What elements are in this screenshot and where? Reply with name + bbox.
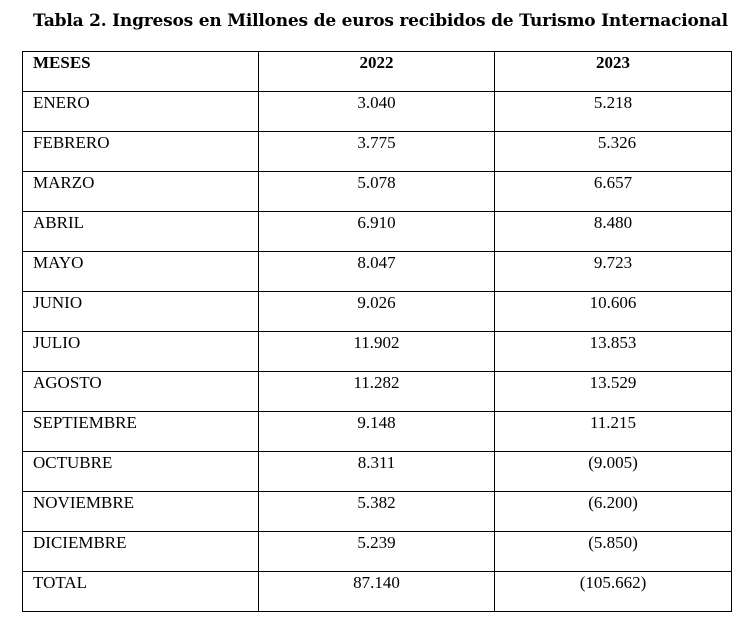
- value-2022-cell: [259, 452, 495, 492]
- header-2022: 2022: [259, 52, 495, 92]
- table-row: [23, 292, 732, 332]
- value-2023-cell: [495, 372, 732, 412]
- value-2022-cell: [259, 172, 495, 212]
- table-row: [23, 252, 732, 292]
- value-2022: 5.382: [357, 493, 396, 512]
- value-2023-cell: [495, 492, 732, 532]
- table-row: [23, 212, 732, 252]
- value-2023: (6.200): [588, 493, 638, 512]
- value-2022: 9.026: [357, 293, 396, 312]
- value-2023-cell: [495, 332, 732, 372]
- value-2022-cell: [259, 372, 495, 412]
- table-row: [23, 412, 732, 452]
- table-row: [23, 452, 732, 492]
- month-cell: ENERO: [23, 92, 259, 132]
- value-2022: 8.047: [357, 253, 396, 272]
- header-row: [23, 52, 732, 92]
- value-2022-cell: [259, 572, 495, 612]
- value-2022: 8.311: [357, 453, 396, 472]
- value-2023-cell: [495, 252, 732, 292]
- value-2022: 11.902: [353, 333, 400, 352]
- month-cell: ABRIL: [23, 212, 259, 252]
- value-2022: 6.910: [357, 213, 396, 232]
- value-2023-cell: [495, 132, 732, 172]
- value-2022-cell: [259, 412, 495, 452]
- value-2022: 5.239: [357, 533, 396, 552]
- header-meses: MESES: [23, 52, 259, 92]
- value-2022-cell: [259, 212, 495, 252]
- value-2023: 8.480: [593, 213, 633, 232]
- value-2023-cell: [495, 92, 732, 132]
- month-cell: JULIO: [23, 332, 259, 372]
- table-row: [23, 92, 732, 132]
- value-2023: 10.606: [589, 293, 637, 312]
- month-cell: JUNIO: [23, 292, 259, 332]
- month-cell: MARZO: [23, 172, 259, 212]
- tourism-income-table: [22, 51, 732, 612]
- table-caption: Tabla 2. Ingresos en Millones de euros recibidos de Turismo Internacional: [33, 11, 728, 31]
- value-2022: 3.040: [357, 93, 396, 112]
- value-2022-cell: [259, 492, 495, 532]
- month-cell: FEBRERO: [23, 132, 259, 172]
- table-row: [23, 332, 732, 372]
- table-row: [23, 172, 732, 212]
- value-2022: 3.775: [357, 133, 396, 152]
- month-cell: TOTAL: [23, 572, 259, 612]
- value-2023-cell: [495, 452, 732, 492]
- table-row: [23, 532, 732, 572]
- value-2023: 5.218: [593, 93, 633, 112]
- month-cell: SEPTIEMBRE: [23, 412, 259, 452]
- table-row: [23, 492, 732, 532]
- value-2023: 11.215: [589, 413, 637, 432]
- value-2023: 9.723: [593, 253, 633, 272]
- value-2023-cell: [495, 572, 732, 612]
- month-cell: DICIEMBRE: [23, 532, 259, 572]
- month-cell: NOVIEMBRE: [23, 492, 259, 532]
- value-2023: 13.853: [589, 333, 637, 352]
- value-2023-cell: [495, 532, 732, 572]
- header-2023: 2023: [495, 52, 732, 92]
- table-row: [23, 132, 732, 172]
- value-2022: 5.078: [357, 173, 396, 192]
- value-2022: 9.148: [357, 413, 396, 432]
- value-2023: 13.529: [589, 373, 637, 392]
- value-2023: (9.005): [588, 453, 638, 472]
- value-2023-cell: [495, 292, 732, 332]
- value-2022: 11.282: [353, 373, 400, 392]
- table-body: [23, 92, 732, 612]
- value-2022-cell: [259, 292, 495, 332]
- value-2022-cell: [259, 132, 495, 172]
- table-row: [23, 372, 732, 412]
- value-2023: 6.657: [593, 173, 633, 192]
- month-cell: AGOSTO: [23, 372, 259, 412]
- value-2023-cell: [495, 172, 732, 212]
- month-cell: OCTUBRE: [23, 452, 259, 492]
- value-2023: (105.662): [579, 573, 647, 592]
- value-2023: 5.326: [597, 133, 637, 152]
- month-cell: MAYO: [23, 252, 259, 292]
- value-2023-cell: [495, 412, 732, 452]
- value-2022-cell: [259, 332, 495, 372]
- value-2023-cell: [495, 212, 732, 252]
- value-2022-cell: [259, 252, 495, 292]
- value-2022-cell: [259, 532, 495, 572]
- value-2023: (5.850): [588, 533, 638, 552]
- value-2022-cell: [259, 92, 495, 132]
- table-row: [23, 572, 732, 612]
- value-2022: 87.140: [353, 573, 400, 592]
